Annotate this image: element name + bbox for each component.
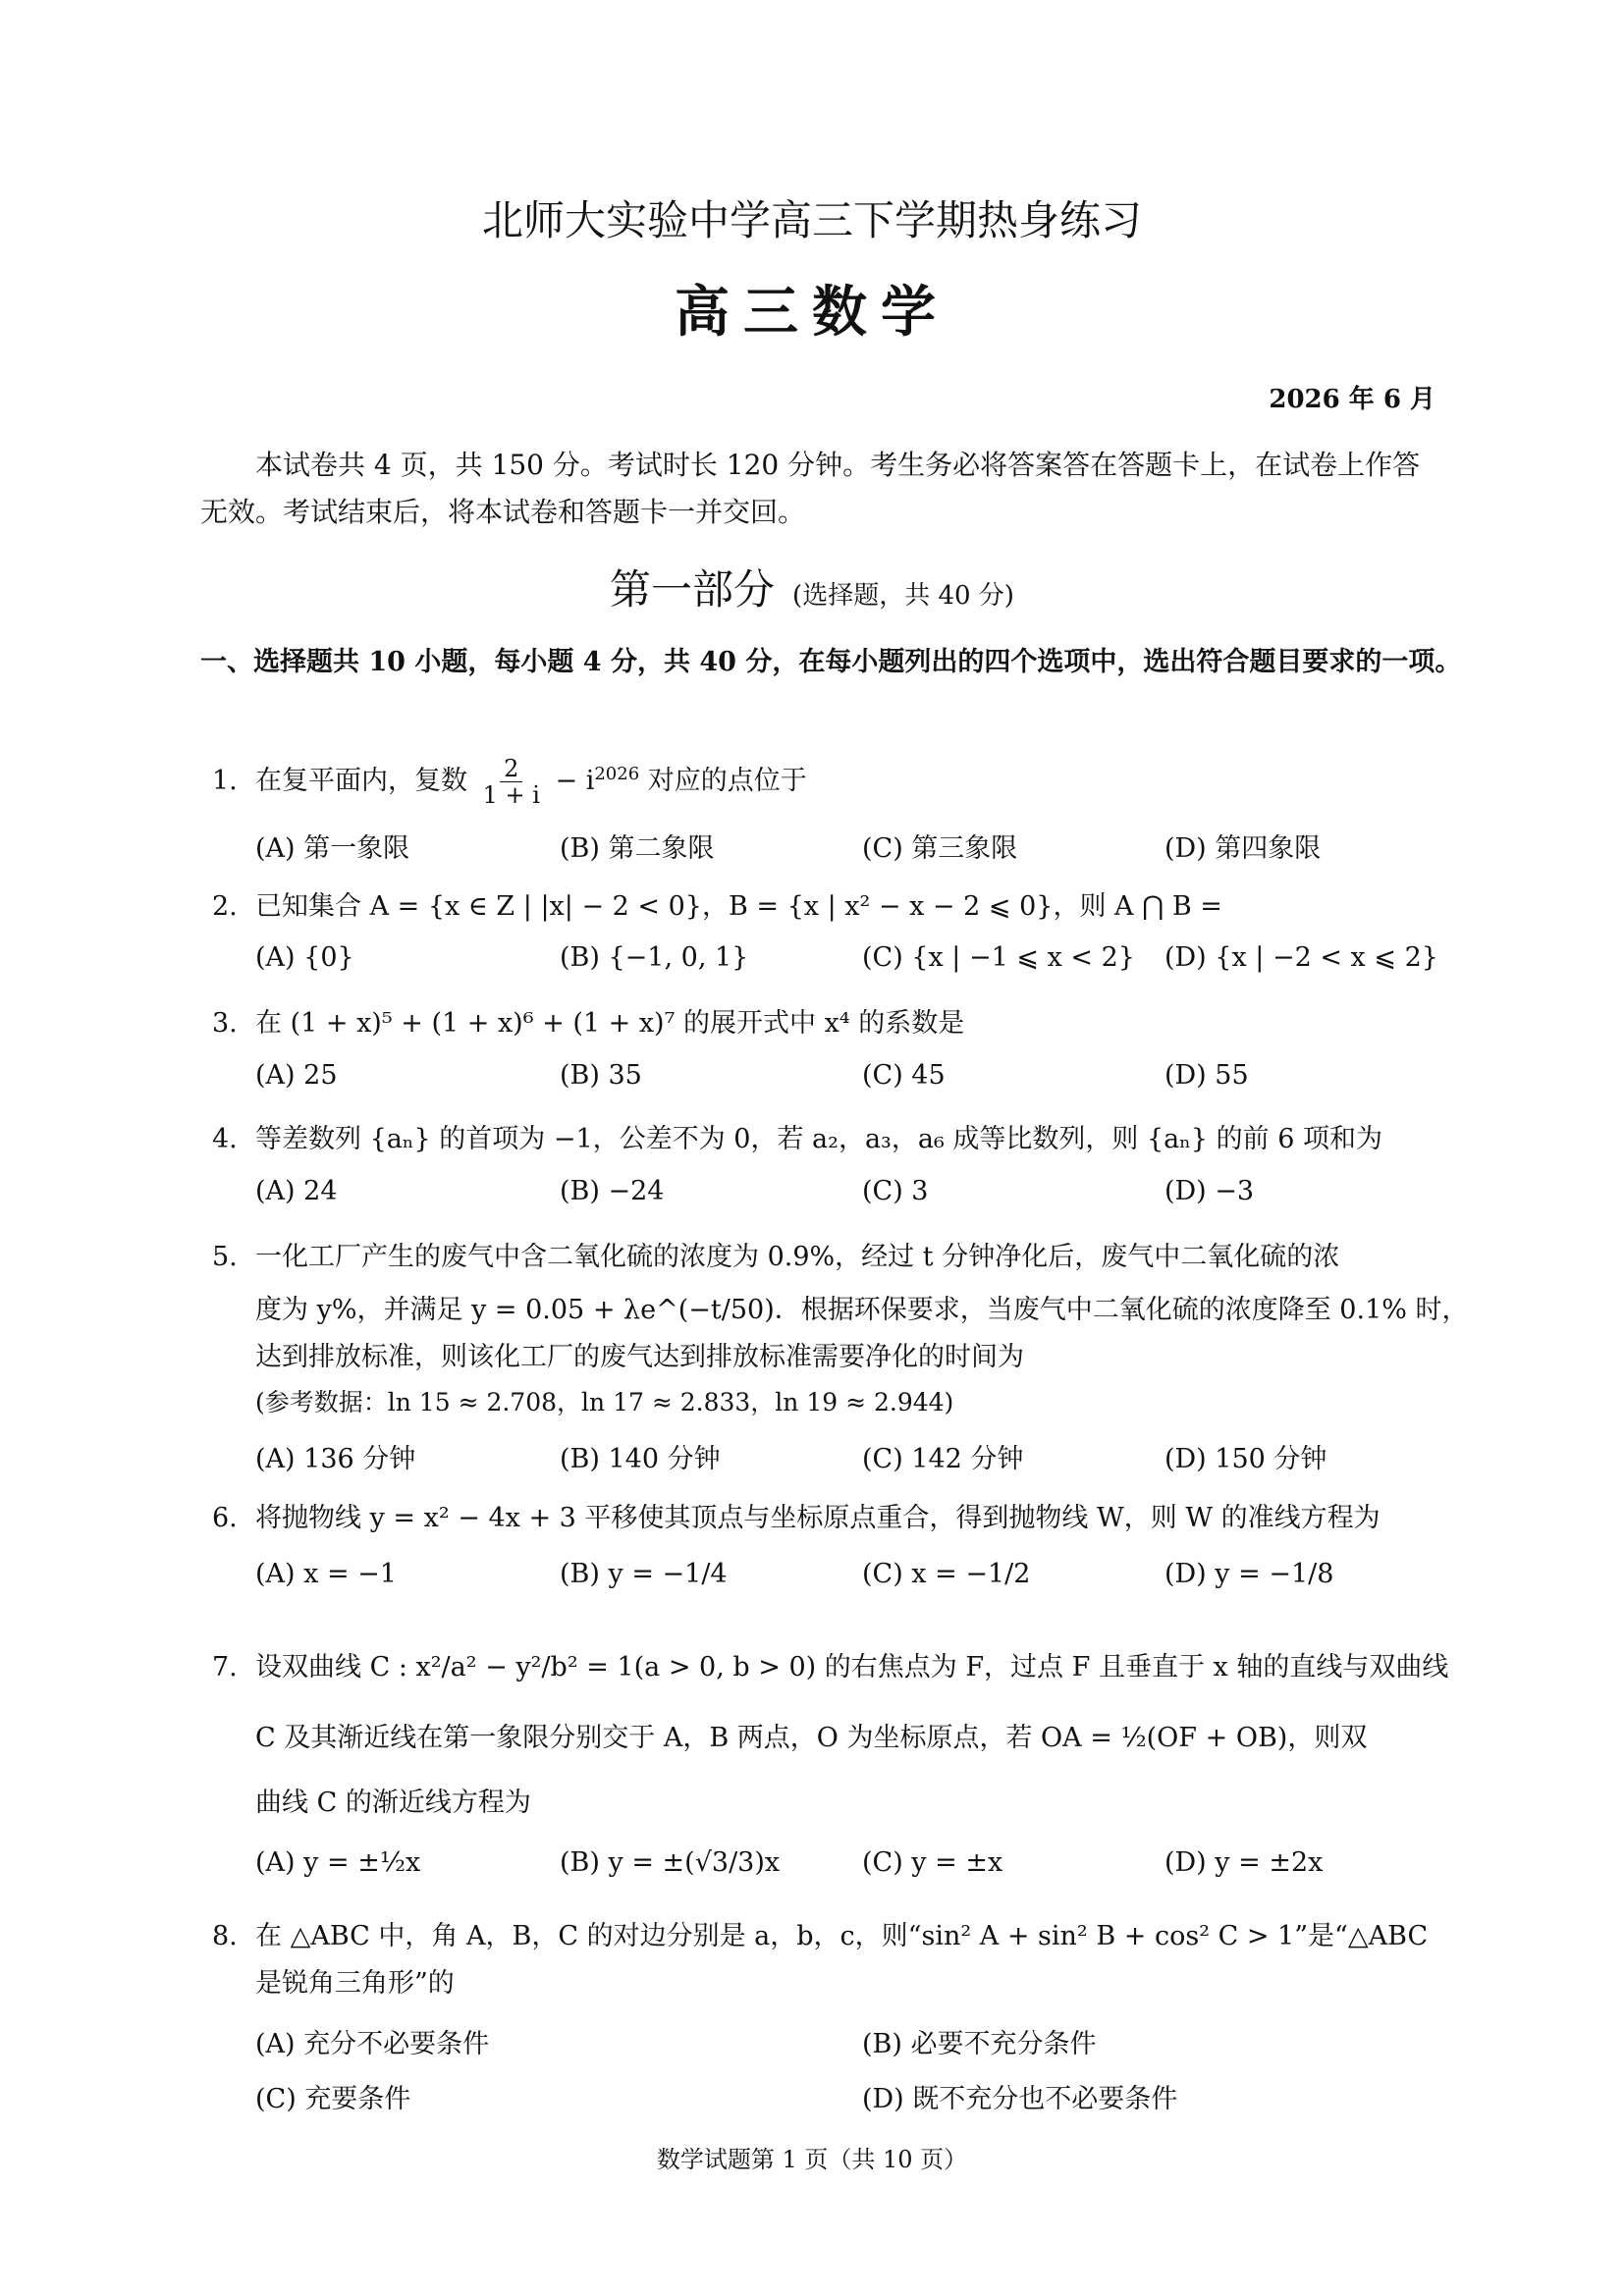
- stem-text: − i: [555, 766, 595, 796]
- stem-text: 设双曲线 C : x²/a² − y²/b² = 1(a > 0, b > 0) 的右焦点为 F，过点 F 且垂直于 x 轴的直线与双曲线: [255, 1652, 1449, 1682]
- question-2-stem: [212, 888, 1222, 926]
- option-b: (B) −24: [560, 1176, 665, 1206]
- question-number: 7.: [212, 1652, 238, 1682]
- fraction-numerator: 2: [500, 756, 522, 782]
- option-b: (B) 35: [560, 1060, 642, 1091]
- option-d: (D) 既不充分也不必要条件: [862, 2084, 1178, 2114]
- option-a: (A) 25: [255, 1060, 338, 1091]
- option-c: (C) 充要条件: [255, 2084, 411, 2114]
- part-heading: [0, 558, 1624, 616]
- option-b: (B) 140 分钟: [560, 1444, 721, 1474]
- page-footer: 数学试题第 1 页（共 10 页）: [656, 2146, 968, 2173]
- part-title: 第一部分: [610, 565, 776, 614]
- question-7-stem-line-3: 曲线 C 的渐近线方程为: [255, 1788, 531, 1818]
- question-3-stem: [212, 1005, 964, 1042]
- option-d: (D) −3: [1164, 1176, 1255, 1206]
- question-number: 8.: [212, 1921, 238, 1951]
- question-5-stem-line-2: 度为 y%，并满足 y = 0.05 + λe^(−t/50)．根据环保要求，当废气中二氧化硫的浓度降至 0.1% 时，: [255, 1295, 1469, 1325]
- instructions: 本试卷共 4 页，共 150 分。考试时长 120 分钟。考生务必将答案答在答题卡上，在试卷上作答无效。考试结束后，将本试卷和答题卡一并交回。: [200, 449, 1421, 528]
- option-c: (C) x = −1/2: [862, 1559, 1031, 1589]
- stem-text: 一化工厂产生的废气中含二氧化硫的浓度为 0.9%，经过 t 分钟净化后，废气中二氧化硫的浓: [255, 1242, 1340, 1272]
- question-8-stem-line-1: [212, 1918, 1428, 1955]
- option-b: (B) y = ±(√3/3)x: [560, 1847, 781, 1878]
- option-b: (B) 必要不充分条件: [862, 2029, 1097, 2059]
- option-c: (C) 第三象限: [862, 833, 1018, 864]
- option-a: (A) 136 分钟: [255, 1444, 416, 1474]
- question-5-stem-line-3: 达到排放标准，则该化工厂的废气达到排放标准需要净化的时间为: [255, 1342, 1024, 1372]
- option-a: (A) 24: [255, 1176, 338, 1206]
- stem-text: 对应的点位于: [647, 766, 807, 796]
- question-number: 2.: [212, 891, 238, 922]
- option-b: (B) y = −1/4: [560, 1559, 728, 1589]
- question-8-stem-line-2: 是锐角三角形”的: [255, 1968, 455, 1999]
- part-note: (选择题，共 40 分): [792, 581, 1014, 611]
- option-d: (D) 150 分钟: [1164, 1444, 1327, 1474]
- option-d: (D) 第四象限: [1164, 833, 1322, 864]
- option-c: (C) y = ±x: [862, 1847, 1003, 1878]
- fraction-denominator: 1 + i: [482, 781, 540, 809]
- option-a: (A) 第一象限: [255, 833, 410, 864]
- question-number: 6.: [212, 1503, 238, 1533]
- question-number: 4.: [212, 1124, 238, 1154]
- option-d: (D) y = ±2x: [1164, 1847, 1324, 1878]
- option-a: (A) x = −1: [255, 1559, 397, 1589]
- stem-text: 在 △ABC 中，角 A，B，C 的对边分别是 a，b，c，则“sin² A + sin² B + cos² C > 1”是“△ABC: [255, 1921, 1429, 1951]
- exponent: 2026: [594, 764, 640, 784]
- question-5-stem-line-1: [212, 1239, 1339, 1276]
- option-c: (C) {x | −1 ⩽ x < 2}: [862, 942, 1135, 973]
- option-a: (A) 充分不必要条件: [255, 2029, 490, 2059]
- fraction: [479, 756, 544, 808]
- option-b: (B) 第二象限: [560, 833, 715, 864]
- option-c: (C) 3: [862, 1176, 929, 1206]
- question-number: 5.: [212, 1242, 238, 1272]
- subject-title: 高三数学: [675, 280, 949, 345]
- exam-title: 北师大实验中学高三下学期热身练习: [481, 196, 1142, 244]
- option-c: (C) 142 分钟: [862, 1444, 1024, 1474]
- question-number: 1.: [212, 766, 238, 796]
- option-c: (C) 45: [862, 1060, 946, 1091]
- stem-text: 在复平面内，复数: [255, 766, 467, 796]
- option-a: (A) y = ±½x: [255, 1847, 421, 1878]
- stem-text: 等差数列 {aₙ} 的首项为 −1，公差不为 0，若 a₂，a₃，a₆ 成等比数列，则 {aₙ} 的前 6 项和为: [255, 1124, 1383, 1154]
- question-7-stem-line-1: [212, 1649, 1448, 1686]
- exam-date: 2026 年 6 月: [1269, 385, 1435, 414]
- stem-text: 在 (1 + x)⁵ + (1 + x)⁶ + (1 + x)⁷ 的展开式中 x⁴ 的系数是: [255, 1008, 965, 1039]
- option-b: (B) {−1, 0, 1}: [560, 942, 749, 973]
- question-7-stem-line-2: C 及其渐近线在第一象限分别交于 A，B 两点，O 为坐标原点，若 OA = ½(OF + OB)，则双: [255, 1723, 1368, 1753]
- option-a: (A) {0}: [255, 942, 354, 973]
- stem-text: 已知集合 A = {x ∈ Z | |x| − 2 < 0}，B = {x | x² − x − 2 ⩽ 0}，则 A ⋂ B =: [255, 891, 1222, 922]
- question-number: 3.: [212, 1008, 238, 1039]
- question-5-reference-data: (参考数据：ln 15 ≈ 2.708，ln 17 ≈ 2.833，ln 19 ≈ 2.944): [255, 1388, 954, 1416]
- stem-text: 将抛物线 y = x² − 4x + 3 平移使其顶点与坐标原点重合，得到抛物线 W，则 W 的准线方程为: [255, 1503, 1380, 1533]
- option-d: (D) y = −1/8: [1164, 1559, 1334, 1589]
- option-d: (D) 55: [1164, 1060, 1249, 1091]
- option-d: (D) {x | −2 < x ⩽ 2}: [1164, 942, 1438, 973]
- question-6-stem: [212, 1500, 1380, 1537]
- question-1-stem: [212, 756, 807, 808]
- section-heading: 一、选择题共 10 小题，每小题 4 分，共 40 分，在每小题列出的四个选项中，选出符合题目要求的一项。: [200, 647, 1462, 677]
- question-4-stem: [212, 1121, 1382, 1158]
